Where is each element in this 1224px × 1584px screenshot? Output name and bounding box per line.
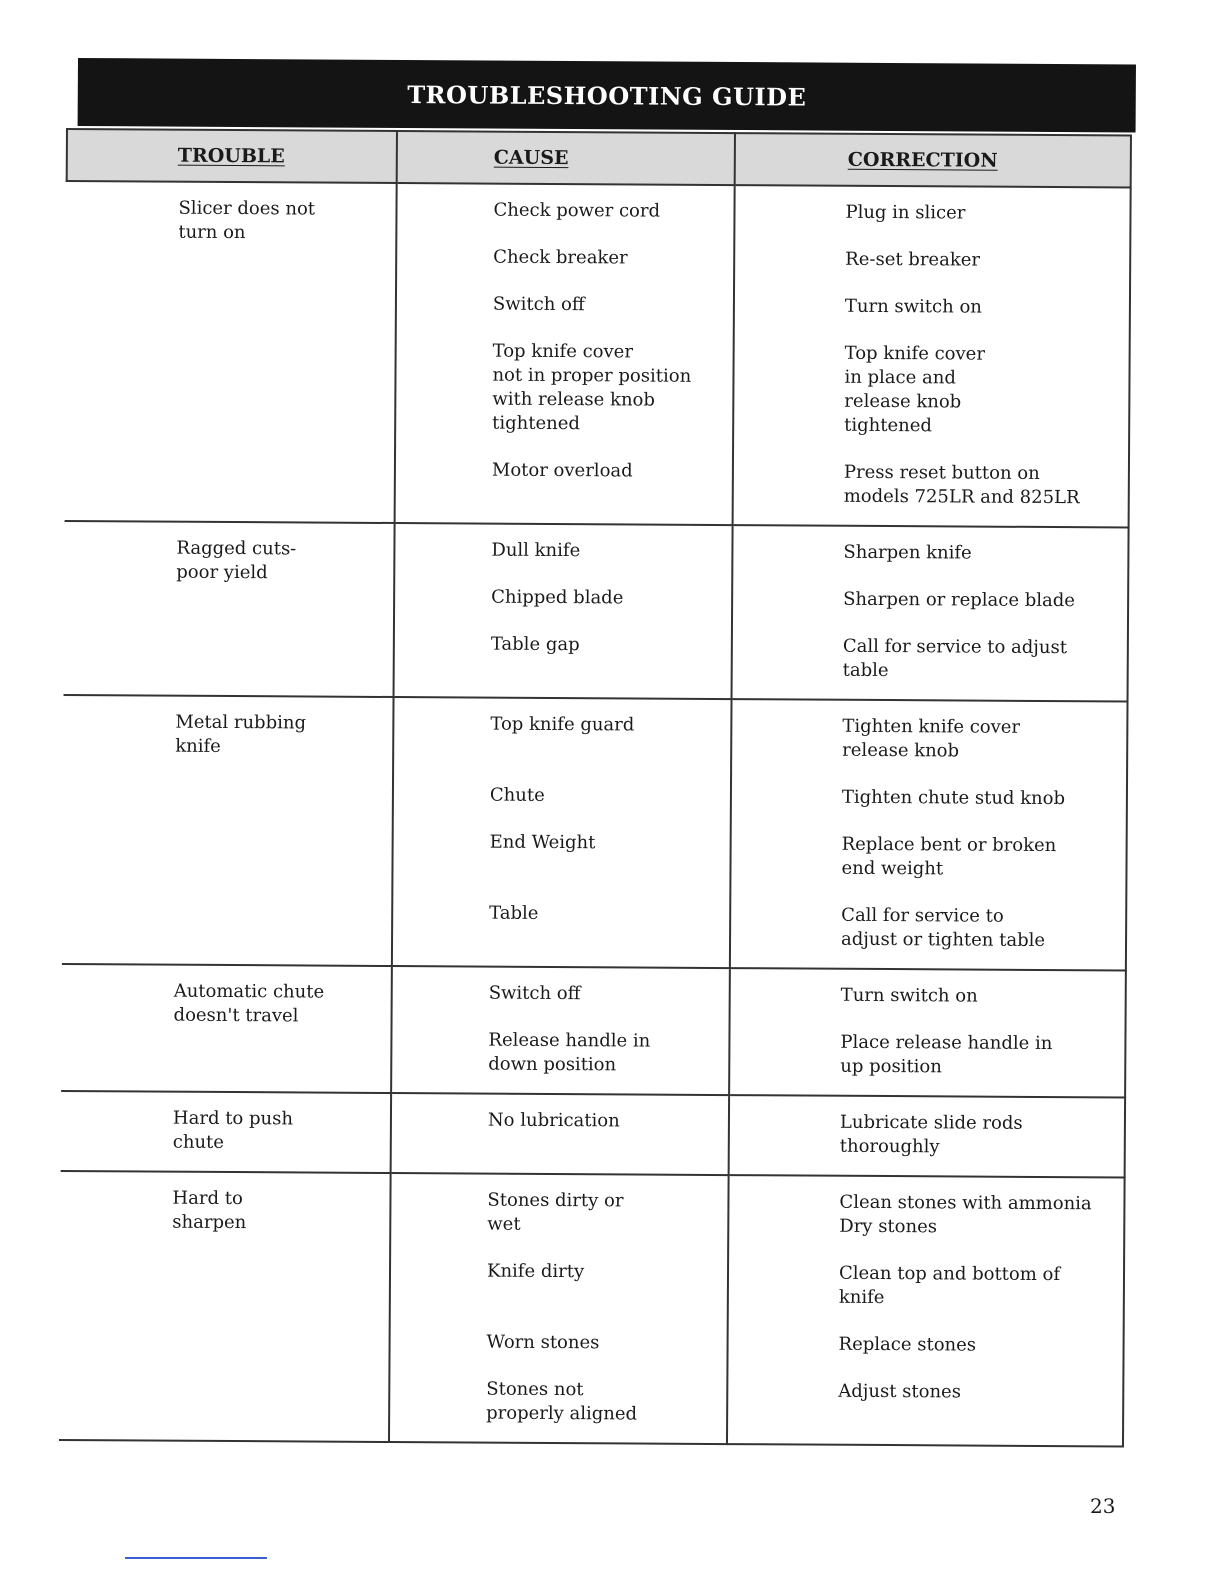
cause-cell: [389, 1173, 729, 1444]
cause-item: Top knife cover not in proper position with release knob tightened: [492, 340, 692, 435]
trouble-text: Hard to push chute: [172, 1107, 294, 1153]
footer-rule: [125, 1557, 267, 1559]
header-row: [67, 129, 1131, 187]
correction-cell: [727, 1175, 1125, 1446]
table-row: [61, 964, 1126, 1097]
trouble-text: Ragged cuts- poor yield: [176, 537, 297, 584]
cause-cell: [395, 183, 735, 525]
trouble-text: Hard to sharpen: [172, 1187, 247, 1234]
trouble-text: Slicer does not turn on: [178, 197, 316, 244]
correction-item: Replace bent or broken end weight: [841, 833, 1057, 880]
trouble-text: Metal rubbing knife: [175, 711, 307, 757]
table-row: [59, 1171, 1125, 1446]
correction-item: Call for service to adjust table: [842, 635, 1068, 682]
cause-item: Release handle in down position: [488, 1029, 651, 1076]
guide-title: TROUBLESHOOTING GUIDE: [407, 79, 807, 111]
header-cause: CAUSE: [397, 131, 735, 185]
correction-item: Adjust stones: [838, 1380, 962, 1403]
cause-item: Chipped blade: [491, 586, 624, 609]
correction-item: Clean stones with ammonia Dry stones: [839, 1191, 1092, 1238]
cause-item: Switch off: [488, 982, 581, 1005]
cause-cell: [392, 697, 732, 968]
cause-item: Worn stones: [486, 1331, 600, 1354]
trouble-text: Automatic chute doesn't travel: [173, 980, 325, 1027]
correction-item: Tighten knife cover release knob: [842, 715, 1021, 762]
cause-item: Stones not properly aligned: [486, 1378, 638, 1425]
trouble-cell: [65, 181, 397, 523]
page-number: 23: [1090, 1494, 1116, 1518]
cause-item: Dull knife: [491, 539, 581, 562]
cause-item: End Weight: [489, 831, 596, 854]
trouble-cell: [64, 521, 395, 697]
correction-item: Press reset button on models 725LR and 825LR: [843, 461, 1080, 509]
cause-item: No lubrication: [487, 1109, 620, 1132]
trouble-cell: [62, 695, 394, 966]
cause-cell: [391, 966, 730, 1095]
header-trouble: TROUBLE: [67, 129, 397, 183]
cause-item: Top knife guard: [490, 713, 635, 736]
cause-cell: [391, 1093, 729, 1175]
table-row: [65, 181, 1131, 527]
correction-item: Replace stones: [838, 1333, 977, 1356]
trouble-cell: [61, 964, 392, 1093]
cause-cell: [394, 523, 733, 699]
correction-cell: [730, 699, 1128, 970]
correction-cell: [732, 525, 1129, 701]
correction-cell: [729, 1095, 1125, 1177]
table-row: [61, 1091, 1125, 1177]
correction-item: Call for service to adjust or tighten table: [840, 904, 1046, 951]
trouble-cell: [59, 1171, 391, 1442]
cause-item: Switch off: [492, 293, 585, 316]
trouble-cell: [61, 1091, 391, 1173]
cause-item: Knife dirty: [486, 1260, 585, 1283]
table-row: [64, 521, 1129, 701]
cause-item: Chute: [489, 784, 545, 806]
correction-item: Plug in slicer: [845, 201, 966, 224]
cause-item: Stones dirty or wet: [487, 1189, 624, 1235]
correction-item: Turn switch on: [844, 295, 982, 318]
correction-item: Place release handle in up position: [840, 1031, 1053, 1078]
correction-item: Top knife cover in place and release knob tightened: [844, 342, 986, 437]
cause-item: Table gap: [490, 633, 580, 656]
cause-item: Check breaker: [493, 246, 628, 269]
correction-item: Tighten chute stud knob: [841, 786, 1066, 810]
guide-title-banner: [78, 58, 1136, 132]
correction-item: Sharpen or replace blade: [843, 588, 1076, 612]
correction-item: Sharpen knife: [843, 541, 972, 564]
cause-item: Check power cord: [493, 199, 661, 222]
cause-item: Table: [489, 902, 539, 924]
correction-item: Lubricate slide rods thoroughly: [839, 1111, 1023, 1158]
troubleshooting-table: [58, 128, 1132, 1447]
correction-cell: [729, 968, 1126, 1097]
correction-item: Re-set breaker: [845, 248, 981, 271]
header-correction: CORRECTION: [735, 133, 1131, 187]
cause-item: Motor overload: [491, 459, 633, 482]
correction-item: Clean top and bottom of knife: [838, 1262, 1061, 1309]
correction-cell: [733, 185, 1131, 527]
correction-item: Turn switch on: [840, 984, 978, 1007]
table-row: [62, 695, 1128, 970]
